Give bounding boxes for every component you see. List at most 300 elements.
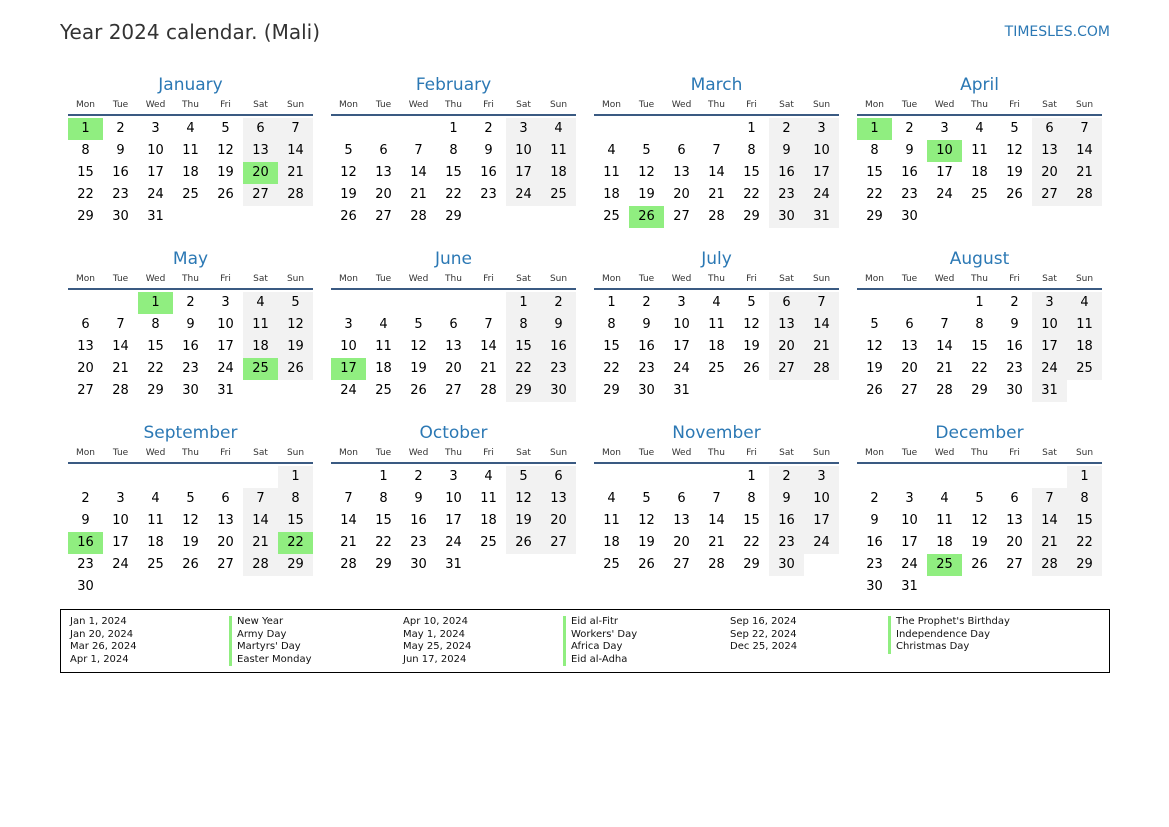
day-cell: 20 [541,510,576,532]
day-cell: 23 [77,557,94,572]
day-cell: 29 [743,209,760,224]
day-cell: 1 [506,292,541,314]
day-cell: 4 [186,121,195,136]
day-cell: 3 [449,469,458,484]
day-cell: 7 [940,317,949,332]
empty-day-cell [331,118,366,140]
empty-day-cell [401,292,436,314]
legend-date: Sep 16, 2024 [730,616,797,627]
legend-date: Apr 1, 2024 [70,653,129,665]
day-cell: 21 [410,187,427,202]
weekday-label: Mon [76,274,95,284]
day-cell: 9 [81,513,90,528]
weekday-header [68,445,313,464]
day-cell: 24 [340,383,357,398]
day-cell: 19 [410,361,427,376]
day-cell: 11 [480,491,497,506]
legend-date: May 1, 2024 [403,628,466,640]
empty-day-cell [664,118,699,140]
month-name: July [701,249,732,269]
day-cell: 17 [1032,336,1067,358]
holiday-day-cell: 22 [278,532,313,554]
day-cell: 17 [936,165,953,180]
day-cell: 19 [1006,165,1023,180]
day-cell: 13 [1006,513,1023,528]
holiday-day-cell: 16 [68,532,103,554]
empty-day-cell [366,118,401,140]
day-cell: 10 [340,339,357,354]
weekday-label: Thu [971,274,988,284]
day-cell: 3 [1032,292,1067,314]
day-cell: 8 [81,143,90,158]
day-cell: 8 [747,491,756,506]
day-cell: 31 [673,383,690,398]
weekday-label: Fri [1009,274,1020,284]
day-grid [331,292,576,402]
day-cell: 22 [743,187,760,202]
day-cell: 24 [506,184,541,206]
day-cell: 6 [221,491,230,506]
day-cell: 18 [541,162,576,184]
day-cell: 9 [769,488,804,510]
day-cell: 21 [480,361,497,376]
legend-holiday-name: Eid al-Fitr [563,616,637,629]
day-cell: 20 [1006,535,1023,550]
legend-names-2 [563,616,637,666]
weekday-label: Mon [602,448,621,458]
day-cell: 18 [936,535,953,550]
month-name: September [143,423,238,443]
day-cell: 3 [116,491,125,506]
empty-day-cell [927,206,962,228]
day-cell: 23 [901,187,918,202]
day-cell: 23 [112,187,129,202]
day-cell: 17 [445,513,462,528]
empty-day-cell [436,292,471,314]
day-cell: 16 [638,339,655,354]
day-cell: 20 [673,535,690,550]
weekday-header [331,271,576,290]
holiday-day-cell: 1 [857,118,892,140]
day-cell: 23 [769,532,804,554]
weekday-label: Thu [971,448,988,458]
empty-day-cell [208,466,243,488]
day-cell: 16 [1006,339,1023,354]
weekday-label: Thu [708,274,725,284]
day-cell: 4 [151,491,160,506]
day-cell: 28 [340,557,357,572]
holiday-day-cell: 10 [927,140,962,162]
weekday-label: Thu [708,100,725,110]
day-cell: 6 [541,466,576,488]
day-cell: 29 [971,383,988,398]
day-cell: 12 [340,165,357,180]
weekday-label: Sun [1075,100,1094,110]
day-cell: 2 [186,295,195,310]
weekday-label: Sun [286,448,305,458]
empty-day-cell [594,466,629,488]
day-cell: 13 [541,488,576,510]
empty-day-cell [138,576,173,598]
weekday-label: Sat [253,448,268,458]
weekday-label: Sat [1042,448,1057,458]
month-february [331,74,576,248]
day-cell: 11 [243,314,278,336]
day-cell: 5 [1010,121,1019,136]
day-cell: 6 [905,317,914,332]
weekday-label: Thu [182,100,199,110]
weekday-label: Sun [812,274,831,284]
day-cell: 17 [804,510,839,532]
empty-day-cell [68,466,103,488]
weekday-label: Mon [339,100,358,110]
day-cell: 27 [217,557,234,572]
day-cell: 14 [936,339,953,354]
month-august [857,248,1102,422]
month-april [857,74,1102,248]
day-cell: 15 [278,510,313,532]
day-cell: 9 [186,317,195,332]
day-cell: 4 [379,317,388,332]
day-cell: 23 [1006,361,1023,376]
weekday-label: Tue [375,274,392,284]
day-cell: 9 [541,314,576,336]
empty-day-cell [1032,576,1067,598]
day-cell: 29 [77,209,94,224]
weekday-label: Sun [812,448,831,458]
empty-day-cell [1032,466,1067,488]
day-cell: 3 [151,121,160,136]
day-cell: 9 [414,491,423,506]
day-grid [331,118,576,228]
day-cell: 3 [804,466,839,488]
day-cell: 24 [673,361,690,376]
day-cell: 5 [642,143,651,158]
weekday-label: Fri [220,100,231,110]
site-link[interactable]: TIMESLES.COM [1004,24,1110,40]
legend-holiday-name: Independence Day [888,629,1010,642]
day-cell: 14 [1032,510,1067,532]
day-cell: 19 [971,535,988,550]
day-cell: 12 [410,339,427,354]
day-cell: 5 [414,317,423,332]
day-cell: 4 [484,469,493,484]
weekday-label: Mon [339,448,358,458]
weekday-label: Wed [671,448,692,458]
day-cell: 29 [743,557,760,572]
day-cell: 1 [747,469,756,484]
day-cell: 3 [506,118,541,140]
day-grid [68,118,313,228]
day-cell: 22 [603,361,620,376]
holiday-day-cell: 26 [629,206,664,228]
legend-holiday-name: New Year [229,616,312,629]
empty-day-cell [892,466,927,488]
empty-day-cell [471,206,506,228]
day-cell: 30 [1006,383,1023,398]
day-cell: 3 [221,295,230,310]
day-cell: 22 [375,535,392,550]
day-cell: 12 [866,339,883,354]
day-cell: 20 [375,187,392,202]
day-cell: 24 [217,361,234,376]
day-cell: 16 [541,336,576,358]
day-cell: 2 [1010,295,1019,310]
day-cell: 11 [1067,314,1102,336]
day-cell: 19 [182,535,199,550]
weekday-label: Wed [408,448,429,458]
empty-day-cell [173,576,208,598]
weekday-label: Fri [220,448,231,458]
day-cell: 22 [1067,532,1102,554]
day-cell: 4 [243,292,278,314]
legend-holiday-name: Army Day [229,629,312,642]
day-cell: 21 [340,535,357,550]
day-cell: 29 [866,209,883,224]
empty-day-cell [366,292,401,314]
legend-date: Mar 26, 2024 [70,641,137,652]
day-cell: 27 [1006,557,1023,572]
day-cell: 24 [445,535,462,550]
day-cell: 10 [147,143,164,158]
day-cell: 11 [603,165,620,180]
legend-date: Sep 22, 2024 [730,628,797,640]
day-cell: 28 [1067,184,1102,206]
day-cell: 12 [506,488,541,510]
day-cell: 3 [905,491,914,506]
legend-date: Dec 25, 2024 [730,641,798,652]
day-cell: 25 [147,557,164,572]
legend-holiday-name: Africa Day [563,641,637,654]
day-cell: 24 [804,184,839,206]
legend-dates-1 [70,616,137,666]
day-cell: 17 [217,339,234,354]
day-cell: 3 [344,317,353,332]
day-cell: 11 [936,513,953,528]
day-cell: 8 [449,143,458,158]
day-cell: 20 [77,361,94,376]
day-cell: 12 [638,165,655,180]
empty-day-cell [1032,206,1067,228]
day-cell: 2 [81,491,90,506]
day-cell: 12 [1006,143,1023,158]
day-cell: 14 [1067,140,1102,162]
day-cell: 10 [445,491,462,506]
day-cell: 7 [804,292,839,314]
day-cell: 19 [340,187,357,202]
legend-holiday-name: The Prophet's Birthday [888,616,1010,629]
day-cell: 22 [445,187,462,202]
day-cell: 8 [278,488,313,510]
day-cell: 26 [217,187,234,202]
day-cell: 3 [804,118,839,140]
legend-holiday-name: Eid al-Adha [563,654,637,667]
weekday-label: Wed [145,448,166,458]
day-cell: 22 [147,361,164,376]
empty-day-cell [243,380,278,402]
day-cell: 1 [747,121,756,136]
day-cell: 21 [804,336,839,358]
day-cell: 13 [1032,140,1067,162]
day-cell: 1 [379,469,388,484]
empty-day-cell [278,380,313,402]
day-cell: 7 [414,143,423,158]
month-january [68,74,313,248]
day-cell: 17 [901,535,918,550]
legend-names-1 [229,616,312,666]
weekday-label: Tue [112,274,129,284]
weekday-label: Sun [1075,448,1094,458]
day-cell: 28 [480,383,497,398]
day-cell: 28 [1032,554,1067,576]
empty-day-cell [173,466,208,488]
day-cell: 11 [603,513,620,528]
empty-day-cell [506,206,541,228]
day-cell: 23 [410,535,427,550]
day-grid [857,292,1102,402]
day-cell: 30 [769,206,804,228]
day-cell: 15 [971,339,988,354]
day-cell: 18 [243,336,278,358]
day-cell: 27 [445,383,462,398]
day-cell: 12 [638,513,655,528]
weekday-label: Mon [865,100,884,110]
day-cell: 15 [77,165,94,180]
day-cell: 29 [603,383,620,398]
day-cell: 12 [217,143,234,158]
day-cell: 27 [77,383,94,398]
empty-day-cell [138,466,173,488]
day-cell: 6 [81,317,90,332]
day-cell: 20 [1032,162,1067,184]
holiday-day-cell: 1 [68,118,103,140]
day-cell: 2 [484,121,493,136]
day-cell: 23 [866,557,883,572]
empty-day-cell [804,554,839,576]
day-cell: 23 [638,361,655,376]
day-cell: 20 [769,336,804,358]
day-cell: 6 [1010,491,1019,506]
day-cell: 14 [340,513,357,528]
day-cell: 10 [673,317,690,332]
day-cell: 23 [541,358,576,380]
day-cell: 12 [971,513,988,528]
weekday-label: Wed [934,274,955,284]
month-july [594,248,839,422]
empty-day-cell [68,292,103,314]
day-cell: 25 [182,187,199,202]
day-cell: 4 [975,121,984,136]
day-cell: 11 [971,143,988,158]
empty-day-cell [664,466,699,488]
weekday-label: Wed [671,274,692,284]
weekday-label: Tue [375,448,392,458]
day-cell: 19 [278,336,313,358]
day-cell: 10 [804,488,839,510]
day-cell: 27 [243,184,278,206]
day-cell: 29 [445,209,462,224]
day-cell: 4 [712,295,721,310]
month-name: December [935,423,1024,443]
day-cell: 2 [642,295,651,310]
day-cell: 9 [905,143,914,158]
weekday-header [331,445,576,464]
empty-day-cell [962,466,997,488]
weekday-label: Mon [76,100,95,110]
month-name: April [960,75,999,95]
month-name: February [415,75,492,95]
day-cell: 16 [769,162,804,184]
day-cell: 7 [278,118,313,140]
day-cell: 31 [901,579,918,594]
weekday-label: Sat [779,100,794,110]
weekday-label: Mon [76,448,95,458]
empty-day-cell [541,206,576,228]
weekday-label: Wed [408,100,429,110]
day-cell: 31 [445,557,462,572]
legend-holiday-name: Easter Monday [229,654,312,667]
day-cell: 2 [414,469,423,484]
day-cell: 16 [480,165,497,180]
weekday-label: Fri [483,100,494,110]
day-cell: 22 [77,187,94,202]
day-cell: 6 [677,143,686,158]
day-cell: 7 [116,317,125,332]
day-cell: 27 [1032,184,1067,206]
day-cell: 26 [506,532,541,554]
empty-day-cell [699,380,734,402]
day-cell: 12 [743,317,760,332]
day-cell: 3 [677,295,686,310]
day-cell: 9 [116,143,125,158]
day-cell: 8 [607,317,616,332]
day-cell: 24 [147,187,164,202]
day-cell: 8 [747,143,756,158]
day-cell: 14 [708,165,725,180]
day-cell: 8 [975,317,984,332]
day-cell: 5 [747,295,756,310]
empty-day-cell [857,466,892,488]
weekday-label: Sun [549,100,568,110]
day-cell: 7 [1032,488,1067,510]
day-cell: 16 [866,535,883,550]
day-cell: 20 [901,361,918,376]
day-cell: 30 [541,380,576,402]
legend-holiday-name: Martyrs' Day [229,641,312,654]
day-cell: 14 [278,140,313,162]
empty-day-cell [927,576,962,598]
day-cell: 31 [217,383,234,398]
day-cell: 29 [147,383,164,398]
weekday-label: Sun [549,448,568,458]
empty-day-cell [962,576,997,598]
day-cell: 6 [449,317,458,332]
weekday-header [68,271,313,290]
weekday-label: Thu [445,448,462,458]
month-october [331,422,576,596]
day-cell: 10 [506,140,541,162]
day-cell: 26 [1006,187,1023,202]
day-cell: 10 [901,513,918,528]
day-cell: 30 [638,383,655,398]
weekday-header [857,271,1102,290]
weekday-label: Thu [445,274,462,284]
legend-dates-3 [730,616,797,654]
day-cell: 5 [278,292,313,314]
weekday-label: Tue [901,274,918,284]
day-cell: 27 [541,532,576,554]
day-cell: 15 [743,513,760,528]
